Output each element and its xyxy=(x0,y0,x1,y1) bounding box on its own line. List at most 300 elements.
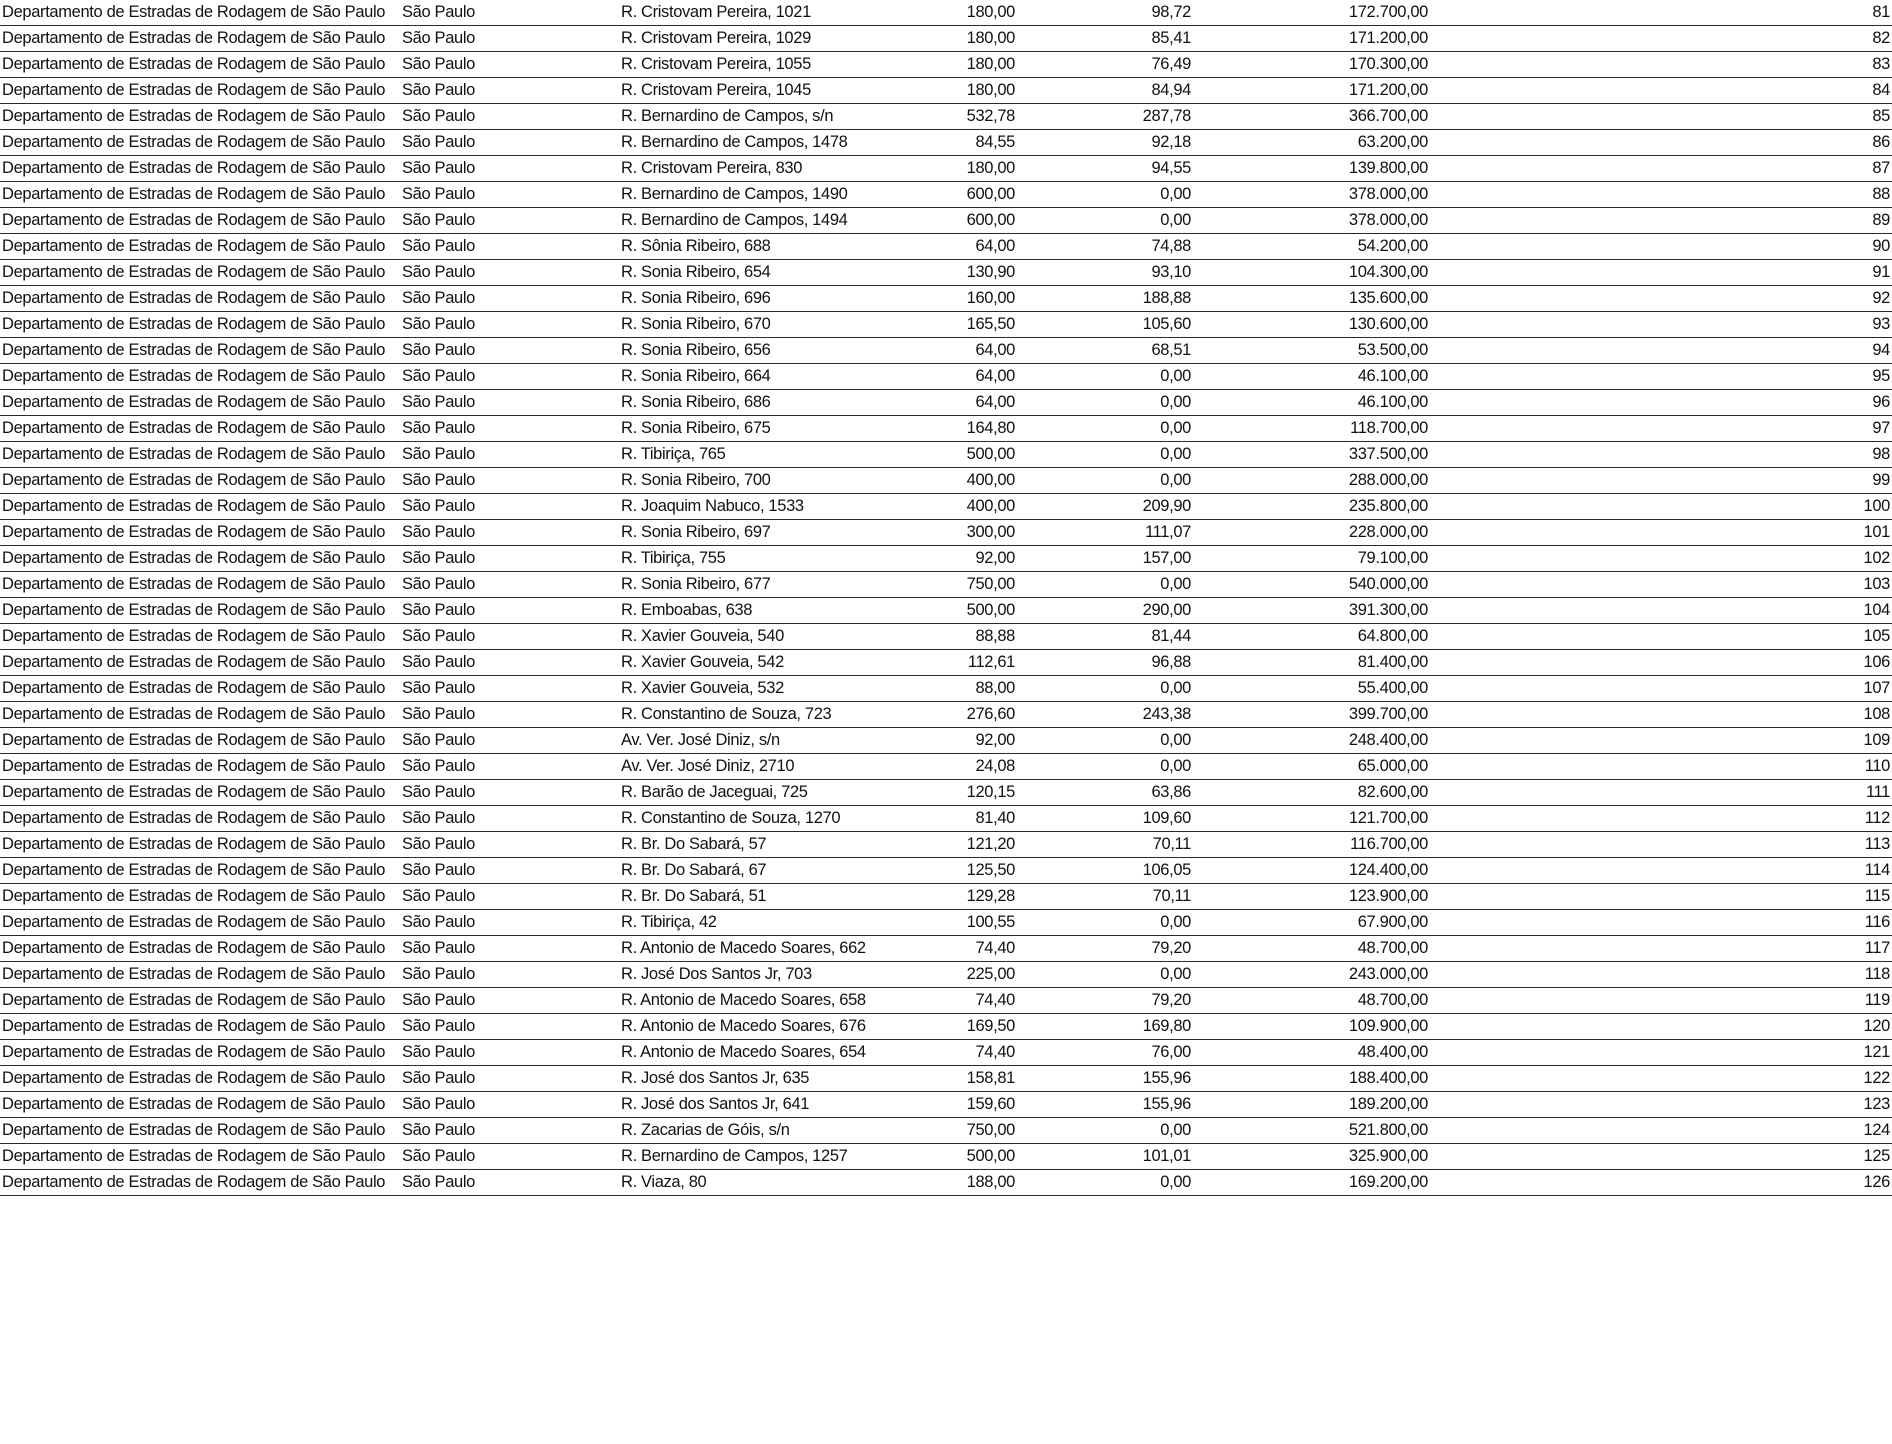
city-cell: São Paulo xyxy=(402,468,621,494)
organization-cell: Departamento de Estradas de Rodagem de São Paulo xyxy=(0,1118,402,1144)
organization-cell: Departamento de Estradas de Rodagem de São Paulo xyxy=(0,1092,402,1118)
land-area-cell: 81,40 xyxy=(901,806,1015,832)
address-cell: R. Br. Do Sabará, 51 xyxy=(621,884,901,910)
table-row xyxy=(0,1092,1892,1118)
value-cell: 81.400,00 xyxy=(1191,650,1428,676)
built-area-cell: 0,00 xyxy=(1015,962,1191,988)
built-area-cell: 0,00 xyxy=(1015,390,1191,416)
table-row xyxy=(0,624,1892,650)
city-cell: São Paulo xyxy=(402,806,621,832)
value-cell: 391.300,00 xyxy=(1191,598,1428,624)
value-cell: 325.900,00 xyxy=(1191,1144,1428,1170)
organization-cell: Departamento de Estradas de Rodagem de São Paulo xyxy=(0,546,402,572)
value-cell: 63.200,00 xyxy=(1191,130,1428,156)
item-number-cell: 109 xyxy=(1428,728,1892,754)
land-area-cell: 600,00 xyxy=(901,208,1015,234)
city-cell: São Paulo xyxy=(402,104,621,130)
built-area-cell: 0,00 xyxy=(1015,182,1191,208)
address-cell: R. Sonia Ribeiro, 654 xyxy=(621,260,901,286)
value-cell: 48.700,00 xyxy=(1191,936,1428,962)
item-number-cell: 99 xyxy=(1428,468,1892,494)
value-cell: 116.700,00 xyxy=(1191,832,1428,858)
table-row xyxy=(0,806,1892,832)
item-number-cell: 107 xyxy=(1428,676,1892,702)
organization-cell: Departamento de Estradas de Rodagem de São Paulo xyxy=(0,312,402,338)
table-row xyxy=(0,312,1892,338)
city-cell: São Paulo xyxy=(402,234,621,260)
value-cell: 337.500,00 xyxy=(1191,442,1428,468)
table-row xyxy=(0,1040,1892,1066)
table-row xyxy=(0,442,1892,468)
built-area-cell: 0,00 xyxy=(1015,442,1191,468)
item-number-cell: 97 xyxy=(1428,416,1892,442)
value-cell: 172.700,00 xyxy=(1191,0,1428,26)
item-number-cell: 111 xyxy=(1428,780,1892,806)
value-cell: 55.400,00 xyxy=(1191,676,1428,702)
city-cell: São Paulo xyxy=(402,702,621,728)
value-cell: 48.400,00 xyxy=(1191,1040,1428,1066)
value-cell: 521.800,00 xyxy=(1191,1118,1428,1144)
value-cell: 104.300,00 xyxy=(1191,260,1428,286)
item-number-cell: 120 xyxy=(1428,1014,1892,1040)
value-cell: 171.200,00 xyxy=(1191,26,1428,52)
built-area-cell: 76,49 xyxy=(1015,52,1191,78)
value-cell: 366.700,00 xyxy=(1191,104,1428,130)
address-cell: R. Constantino de Souza, 723 xyxy=(621,702,901,728)
item-number-cell: 110 xyxy=(1428,754,1892,780)
item-number-cell: 116 xyxy=(1428,910,1892,936)
address-cell: R. Bernardino de Campos, 1478 xyxy=(621,130,901,156)
item-number-cell: 115 xyxy=(1428,884,1892,910)
value-cell: 228.000,00 xyxy=(1191,520,1428,546)
organization-cell: Departamento de Estradas de Rodagem de São Paulo xyxy=(0,832,402,858)
item-number-cell: 86 xyxy=(1428,130,1892,156)
organization-cell: Departamento de Estradas de Rodagem de São Paulo xyxy=(0,26,402,52)
address-cell: Av. Ver. José Diniz, s/n xyxy=(621,728,901,754)
built-area-cell: 74,88 xyxy=(1015,234,1191,260)
city-cell: São Paulo xyxy=(402,624,621,650)
built-area-cell: 70,11 xyxy=(1015,832,1191,858)
land-area-cell: 300,00 xyxy=(901,520,1015,546)
built-area-cell: 0,00 xyxy=(1015,1170,1191,1196)
built-area-cell: 0,00 xyxy=(1015,728,1191,754)
organization-cell: Departamento de Estradas de Rodagem de São Paulo xyxy=(0,858,402,884)
city-cell: São Paulo xyxy=(402,1118,621,1144)
land-area-cell: 188,00 xyxy=(901,1170,1015,1196)
organization-cell: Departamento de Estradas de Rodagem de São Paulo xyxy=(0,364,402,390)
land-area-cell: 121,20 xyxy=(901,832,1015,858)
built-area-cell: 0,00 xyxy=(1015,1118,1191,1144)
address-cell: R. Sonia Ribeiro, 677 xyxy=(621,572,901,598)
organization-cell: Departamento de Estradas de Rodagem de São Paulo xyxy=(0,104,402,130)
city-cell: São Paulo xyxy=(402,884,621,910)
value-cell: 378.000,00 xyxy=(1191,208,1428,234)
item-number-cell: 105 xyxy=(1428,624,1892,650)
value-cell: 64.800,00 xyxy=(1191,624,1428,650)
value-cell: 124.400,00 xyxy=(1191,858,1428,884)
organization-cell: Departamento de Estradas de Rodagem de São Paulo xyxy=(0,728,402,754)
city-cell: São Paulo xyxy=(402,1092,621,1118)
address-cell: R. Cristovam Pereira, 830 xyxy=(621,156,901,182)
organization-cell: Departamento de Estradas de Rodagem de São Paulo xyxy=(0,416,402,442)
built-area-cell: 94,55 xyxy=(1015,156,1191,182)
city-cell: São Paulo xyxy=(402,416,621,442)
built-area-cell: 287,78 xyxy=(1015,104,1191,130)
table-row xyxy=(0,1066,1892,1092)
table-row xyxy=(0,702,1892,728)
table-row xyxy=(0,78,1892,104)
table-row xyxy=(0,156,1892,182)
land-area-cell: 180,00 xyxy=(901,0,1015,26)
land-area-cell: 92,00 xyxy=(901,546,1015,572)
organization-cell: Departamento de Estradas de Rodagem de São Paulo xyxy=(0,572,402,598)
item-number-cell: 84 xyxy=(1428,78,1892,104)
land-area-cell: 180,00 xyxy=(901,156,1015,182)
address-cell: R. Viaza, 80 xyxy=(621,1170,901,1196)
city-cell: São Paulo xyxy=(402,572,621,598)
address-cell: R. Tibiriça, 765 xyxy=(621,442,901,468)
organization-cell: Departamento de Estradas de Rodagem de São Paulo xyxy=(0,78,402,104)
city-cell: São Paulo xyxy=(402,0,621,26)
built-area-cell: 0,00 xyxy=(1015,364,1191,390)
built-area-cell: 0,00 xyxy=(1015,416,1191,442)
address-cell: R. Br. Do Sabará, 67 xyxy=(621,858,901,884)
city-cell: São Paulo xyxy=(402,1144,621,1170)
built-area-cell: 81,44 xyxy=(1015,624,1191,650)
item-number-cell: 108 xyxy=(1428,702,1892,728)
table-row xyxy=(0,494,1892,520)
table-row xyxy=(0,962,1892,988)
built-area-cell: 155,96 xyxy=(1015,1092,1191,1118)
value-cell: 189.200,00 xyxy=(1191,1092,1428,1118)
table-row xyxy=(0,52,1892,78)
built-area-cell: 290,00 xyxy=(1015,598,1191,624)
city-cell: São Paulo xyxy=(402,546,621,572)
item-number-cell: 122 xyxy=(1428,1066,1892,1092)
item-number-cell: 126 xyxy=(1428,1170,1892,1196)
built-area-cell: 105,60 xyxy=(1015,312,1191,338)
city-cell: São Paulo xyxy=(402,1040,621,1066)
table-row xyxy=(0,650,1892,676)
land-area-cell: 64,00 xyxy=(901,364,1015,390)
city-cell: São Paulo xyxy=(402,364,621,390)
table-row xyxy=(0,780,1892,806)
city-cell: São Paulo xyxy=(402,26,621,52)
table-row xyxy=(0,936,1892,962)
address-cell: R. Sonia Ribeiro, 670 xyxy=(621,312,901,338)
item-number-cell: 121 xyxy=(1428,1040,1892,1066)
address-cell: R. José dos Santos Jr, 635 xyxy=(621,1066,901,1092)
address-cell: R. Cristovam Pereira, 1045 xyxy=(621,78,901,104)
table-row xyxy=(0,988,1892,1014)
organization-cell: Departamento de Estradas de Rodagem de São Paulo xyxy=(0,884,402,910)
organization-cell: Departamento de Estradas de Rodagem de São Paulo xyxy=(0,962,402,988)
item-number-cell: 103 xyxy=(1428,572,1892,598)
built-area-cell: 169,80 xyxy=(1015,1014,1191,1040)
table-row xyxy=(0,208,1892,234)
table-row xyxy=(0,468,1892,494)
land-area-cell: 88,88 xyxy=(901,624,1015,650)
land-area-cell: 180,00 xyxy=(901,26,1015,52)
item-number-cell: 94 xyxy=(1428,338,1892,364)
value-cell: 123.900,00 xyxy=(1191,884,1428,910)
city-cell: São Paulo xyxy=(402,156,621,182)
value-cell: 399.700,00 xyxy=(1191,702,1428,728)
organization-cell: Departamento de Estradas de Rodagem de São Paulo xyxy=(0,650,402,676)
value-cell: 53.500,00 xyxy=(1191,338,1428,364)
city-cell: São Paulo xyxy=(402,910,621,936)
land-area-cell: 64,00 xyxy=(901,234,1015,260)
city-cell: São Paulo xyxy=(402,182,621,208)
organization-cell: Departamento de Estradas de Rodagem de São Paulo xyxy=(0,234,402,260)
table-row xyxy=(0,390,1892,416)
land-area-cell: 160,00 xyxy=(901,286,1015,312)
built-area-cell: 0,00 xyxy=(1015,572,1191,598)
city-cell: São Paulo xyxy=(402,390,621,416)
city-cell: São Paulo xyxy=(402,260,621,286)
city-cell: São Paulo xyxy=(402,494,621,520)
built-area-cell: 68,51 xyxy=(1015,338,1191,364)
land-area-cell: 74,40 xyxy=(901,988,1015,1014)
address-cell: R. Tibiriça, 755 xyxy=(621,546,901,572)
city-cell: São Paulo xyxy=(402,520,621,546)
item-number-cell: 117 xyxy=(1428,936,1892,962)
city-cell: São Paulo xyxy=(402,728,621,754)
built-area-cell: 0,00 xyxy=(1015,468,1191,494)
address-cell: R. Constantino de Souza, 1270 xyxy=(621,806,901,832)
value-cell: 135.600,00 xyxy=(1191,286,1428,312)
address-cell: R. Xavier Gouveia, 532 xyxy=(621,676,901,702)
land-area-cell: 600,00 xyxy=(901,182,1015,208)
address-cell: R. Cristovam Pereira, 1021 xyxy=(621,0,901,26)
item-number-cell: 119 xyxy=(1428,988,1892,1014)
city-cell: São Paulo xyxy=(402,1066,621,1092)
address-cell: R. Sonia Ribeiro, 686 xyxy=(621,390,901,416)
land-area-cell: 500,00 xyxy=(901,442,1015,468)
built-area-cell: 93,10 xyxy=(1015,260,1191,286)
built-area-cell: 188,88 xyxy=(1015,286,1191,312)
city-cell: São Paulo xyxy=(402,208,621,234)
land-area-cell: 750,00 xyxy=(901,1118,1015,1144)
table-row xyxy=(0,858,1892,884)
land-area-cell: 100,55 xyxy=(901,910,1015,936)
address-cell: R. Sonia Ribeiro, 696 xyxy=(621,286,901,312)
address-cell: R. Joaquim Nabuco, 1533 xyxy=(621,494,901,520)
organization-cell: Departamento de Estradas de Rodagem de São Paulo xyxy=(0,936,402,962)
organization-cell: Departamento de Estradas de Rodagem de São Paulo xyxy=(0,1066,402,1092)
built-area-cell: 155,96 xyxy=(1015,1066,1191,1092)
item-number-cell: 118 xyxy=(1428,962,1892,988)
land-area-cell: 169,50 xyxy=(901,1014,1015,1040)
item-number-cell: 89 xyxy=(1428,208,1892,234)
address-cell: R. Tibiriça, 42 xyxy=(621,910,901,936)
built-area-cell: 84,94 xyxy=(1015,78,1191,104)
built-area-cell: 76,00 xyxy=(1015,1040,1191,1066)
built-area-cell: 98,72 xyxy=(1015,0,1191,26)
land-area-cell: 125,50 xyxy=(901,858,1015,884)
item-number-cell: 85 xyxy=(1428,104,1892,130)
land-area-cell: 64,00 xyxy=(901,338,1015,364)
item-number-cell: 123 xyxy=(1428,1092,1892,1118)
item-number-cell: 106 xyxy=(1428,650,1892,676)
item-number-cell: 88 xyxy=(1428,182,1892,208)
table-row xyxy=(0,416,1892,442)
value-cell: 48.700,00 xyxy=(1191,988,1428,1014)
value-cell: 121.700,00 xyxy=(1191,806,1428,832)
built-area-cell: 0,00 xyxy=(1015,208,1191,234)
address-cell: R. Bernardino de Campos, 1494 xyxy=(621,208,901,234)
land-area-cell: 276,60 xyxy=(901,702,1015,728)
table-row xyxy=(0,1118,1892,1144)
land-area-cell: 112,61 xyxy=(901,650,1015,676)
organization-cell: Departamento de Estradas de Rodagem de São Paulo xyxy=(0,624,402,650)
table-row xyxy=(0,1144,1892,1170)
land-area-cell: 532,78 xyxy=(901,104,1015,130)
value-cell: 235.800,00 xyxy=(1191,494,1428,520)
address-cell: R. Sonia Ribeiro, 700 xyxy=(621,468,901,494)
address-cell: R. Xavier Gouveia, 542 xyxy=(621,650,901,676)
item-number-cell: 81 xyxy=(1428,0,1892,26)
city-cell: São Paulo xyxy=(402,286,621,312)
value-cell: 118.700,00 xyxy=(1191,416,1428,442)
city-cell: São Paulo xyxy=(402,832,621,858)
organization-cell: Departamento de Estradas de Rodagem de São Paulo xyxy=(0,910,402,936)
built-area-cell: 63,86 xyxy=(1015,780,1191,806)
item-number-cell: 125 xyxy=(1428,1144,1892,1170)
table-row xyxy=(0,182,1892,208)
address-cell: R. Antonio de Macedo Soares, 658 xyxy=(621,988,901,1014)
land-area-cell: 165,50 xyxy=(901,312,1015,338)
organization-cell: Departamento de Estradas de Rodagem de São Paulo xyxy=(0,598,402,624)
organization-cell: Departamento de Estradas de Rodagem de São Paulo xyxy=(0,468,402,494)
address-cell: R. Antonio de Macedo Soares, 676 xyxy=(621,1014,901,1040)
value-cell: 46.100,00 xyxy=(1191,364,1428,390)
organization-cell: Departamento de Estradas de Rodagem de São Paulo xyxy=(0,52,402,78)
address-cell: Av. Ver. José Diniz, 2710 xyxy=(621,754,901,780)
address-cell: R. Sônia Ribeiro, 688 xyxy=(621,234,901,260)
address-cell: R. Sonia Ribeiro, 656 xyxy=(621,338,901,364)
organization-cell: Departamento de Estradas de Rodagem de São Paulo xyxy=(0,520,402,546)
built-area-cell: 96,88 xyxy=(1015,650,1191,676)
organization-cell: Departamento de Estradas de Rodagem de São Paulo xyxy=(0,260,402,286)
land-area-cell: 180,00 xyxy=(901,52,1015,78)
item-number-cell: 102 xyxy=(1428,546,1892,572)
built-area-cell: 101,01 xyxy=(1015,1144,1191,1170)
city-cell: São Paulo xyxy=(402,130,621,156)
city-cell: São Paulo xyxy=(402,650,621,676)
built-area-cell: 0,00 xyxy=(1015,754,1191,780)
table-row xyxy=(0,234,1892,260)
address-cell: R. Bernardino de Campos, 1490 xyxy=(621,182,901,208)
land-area-cell: 92,00 xyxy=(901,728,1015,754)
built-area-cell: 79,20 xyxy=(1015,988,1191,1014)
city-cell: São Paulo xyxy=(402,858,621,884)
land-area-cell: 500,00 xyxy=(901,1144,1015,1170)
organization-cell: Departamento de Estradas de Rodagem de São Paulo xyxy=(0,494,402,520)
city-cell: São Paulo xyxy=(402,52,621,78)
value-cell: 170.300,00 xyxy=(1191,52,1428,78)
value-cell: 243.000,00 xyxy=(1191,962,1428,988)
table-row xyxy=(0,884,1892,910)
organization-cell: Departamento de Estradas de Rodagem de São Paulo xyxy=(0,130,402,156)
land-area-cell: 120,15 xyxy=(901,780,1015,806)
built-area-cell: 157,00 xyxy=(1015,546,1191,572)
organization-cell: Departamento de Estradas de Rodagem de São Paulo xyxy=(0,1014,402,1040)
organization-cell: Departamento de Estradas de Rodagem de São Paulo xyxy=(0,702,402,728)
land-area-cell: 88,00 xyxy=(901,676,1015,702)
land-area-cell: 500,00 xyxy=(901,598,1015,624)
value-cell: 171.200,00 xyxy=(1191,78,1428,104)
land-area-cell: 400,00 xyxy=(901,494,1015,520)
city-cell: São Paulo xyxy=(402,442,621,468)
table-row xyxy=(0,1014,1892,1040)
table-row xyxy=(0,286,1892,312)
item-number-cell: 114 xyxy=(1428,858,1892,884)
land-area-cell: 180,00 xyxy=(901,78,1015,104)
land-area-cell: 84,55 xyxy=(901,130,1015,156)
city-cell: São Paulo xyxy=(402,598,621,624)
item-number-cell: 95 xyxy=(1428,364,1892,390)
item-number-cell: 87 xyxy=(1428,156,1892,182)
item-number-cell: 91 xyxy=(1428,260,1892,286)
organization-cell: Departamento de Estradas de Rodagem de São Paulo xyxy=(0,338,402,364)
value-cell: 169.200,00 xyxy=(1191,1170,1428,1196)
organization-cell: Departamento de Estradas de Rodagem de São Paulo xyxy=(0,208,402,234)
value-cell: 54.200,00 xyxy=(1191,234,1428,260)
address-cell: R. Br. Do Sabará, 57 xyxy=(621,832,901,858)
built-area-cell: 0,00 xyxy=(1015,910,1191,936)
item-number-cell: 93 xyxy=(1428,312,1892,338)
table-row xyxy=(0,754,1892,780)
built-area-cell: 109,60 xyxy=(1015,806,1191,832)
item-number-cell: 112 xyxy=(1428,806,1892,832)
value-cell: 109.900,00 xyxy=(1191,1014,1428,1040)
address-cell: R. Bernardino de Campos, s/n xyxy=(621,104,901,130)
value-cell: 65.000,00 xyxy=(1191,754,1428,780)
value-cell: 378.000,00 xyxy=(1191,182,1428,208)
organization-cell: Departamento de Estradas de Rodagem de São Paulo xyxy=(0,442,402,468)
city-cell: São Paulo xyxy=(402,780,621,806)
table-row xyxy=(0,728,1892,754)
city-cell: São Paulo xyxy=(402,754,621,780)
item-number-cell: 90 xyxy=(1428,234,1892,260)
city-cell: São Paulo xyxy=(402,1170,621,1196)
value-cell: 188.400,00 xyxy=(1191,1066,1428,1092)
land-area-cell: 130,90 xyxy=(901,260,1015,286)
table-row xyxy=(0,676,1892,702)
built-area-cell: 106,05 xyxy=(1015,858,1191,884)
table-row xyxy=(0,364,1892,390)
address-cell: R. Xavier Gouveia, 540 xyxy=(621,624,901,650)
built-area-cell: 0,00 xyxy=(1015,676,1191,702)
item-number-cell: 96 xyxy=(1428,390,1892,416)
organization-cell: Departamento de Estradas de Rodagem de São Paulo xyxy=(0,182,402,208)
land-area-cell: 164,80 xyxy=(901,416,1015,442)
table-row xyxy=(0,338,1892,364)
table-row xyxy=(0,130,1892,156)
organization-cell: Departamento de Estradas de Rodagem de São Paulo xyxy=(0,676,402,702)
table-row xyxy=(0,26,1892,52)
address-cell: R. Cristovam Pereira, 1055 xyxy=(621,52,901,78)
address-cell: R. Barão de Jaceguai, 725 xyxy=(621,780,901,806)
land-area-cell: 74,40 xyxy=(901,936,1015,962)
land-area-cell: 400,00 xyxy=(901,468,1015,494)
address-cell: R. Sonia Ribeiro, 664 xyxy=(621,364,901,390)
organization-cell: Departamento de Estradas de Rodagem de São Paulo xyxy=(0,1170,402,1196)
table-row xyxy=(0,598,1892,624)
organization-cell: Departamento de Estradas de Rodagem de São Paulo xyxy=(0,806,402,832)
value-cell: 130.600,00 xyxy=(1191,312,1428,338)
